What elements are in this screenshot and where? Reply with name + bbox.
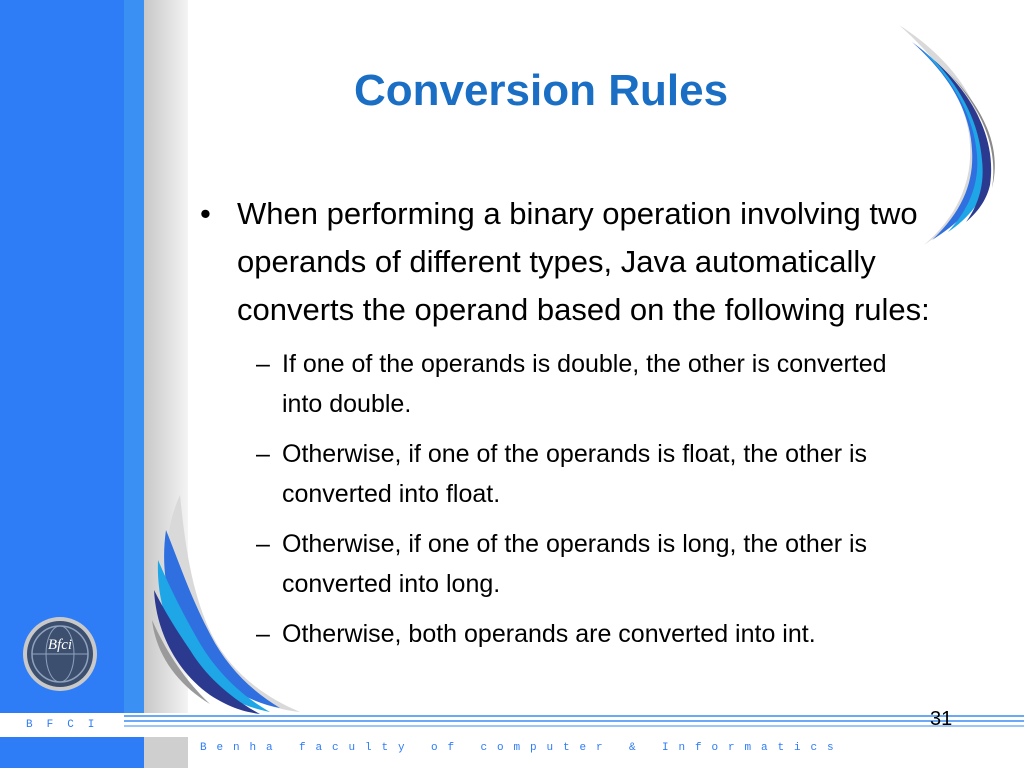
logo-text: Bfci bbox=[47, 637, 73, 653]
sub-bullet-marker: – bbox=[256, 440, 270, 468]
slide-title: Conversion Rules bbox=[353, 66, 729, 115]
sub-bullet-marker: – bbox=[256, 350, 270, 378]
footer-short-name-box bbox=[0, 713, 124, 737]
main-bullet bbox=[200, 190, 940, 334]
bfci-logo bbox=[21, 615, 99, 693]
footer-divider-lines bbox=[124, 713, 1024, 735]
bullet-marker: • bbox=[200, 196, 211, 231]
sub-bullet bbox=[256, 524, 940, 604]
sub-bullet bbox=[256, 434, 940, 514]
sub-bullet-text: If one of the operands is double, the other is converted into double. bbox=[282, 350, 887, 418]
bottom-gray-band bbox=[144, 737, 188, 768]
sub-bullet-marker: – bbox=[256, 530, 270, 558]
sub-bullet bbox=[256, 614, 940, 654]
main-bullet-text: When performing a binary operation involving two operands of different types, Java automatically converts the operand based on the following rules: bbox=[237, 196, 930, 327]
sub-bullet bbox=[256, 344, 940, 424]
bullet-list bbox=[200, 190, 940, 654]
left-blue-band bbox=[0, 0, 124, 713]
left-blue-band-secondary bbox=[124, 0, 144, 713]
sub-bullet-marker: – bbox=[256, 620, 270, 648]
page-number: 31 bbox=[930, 708, 953, 730]
footer-short-name: BFCI bbox=[26, 719, 109, 731]
sub-bullet-text: Otherwise, if one of the operands is float, the other is converted into float. bbox=[282, 440, 868, 508]
footer-faculty-name: Benha faculty of computer & Informatics bbox=[200, 742, 844, 754]
sub-bullet-text: Otherwise, if one of the operands is long, the other is converted into long. bbox=[282, 530, 868, 598]
sub-bullet-text: Otherwise, both operands are converted into int. bbox=[282, 620, 816, 648]
